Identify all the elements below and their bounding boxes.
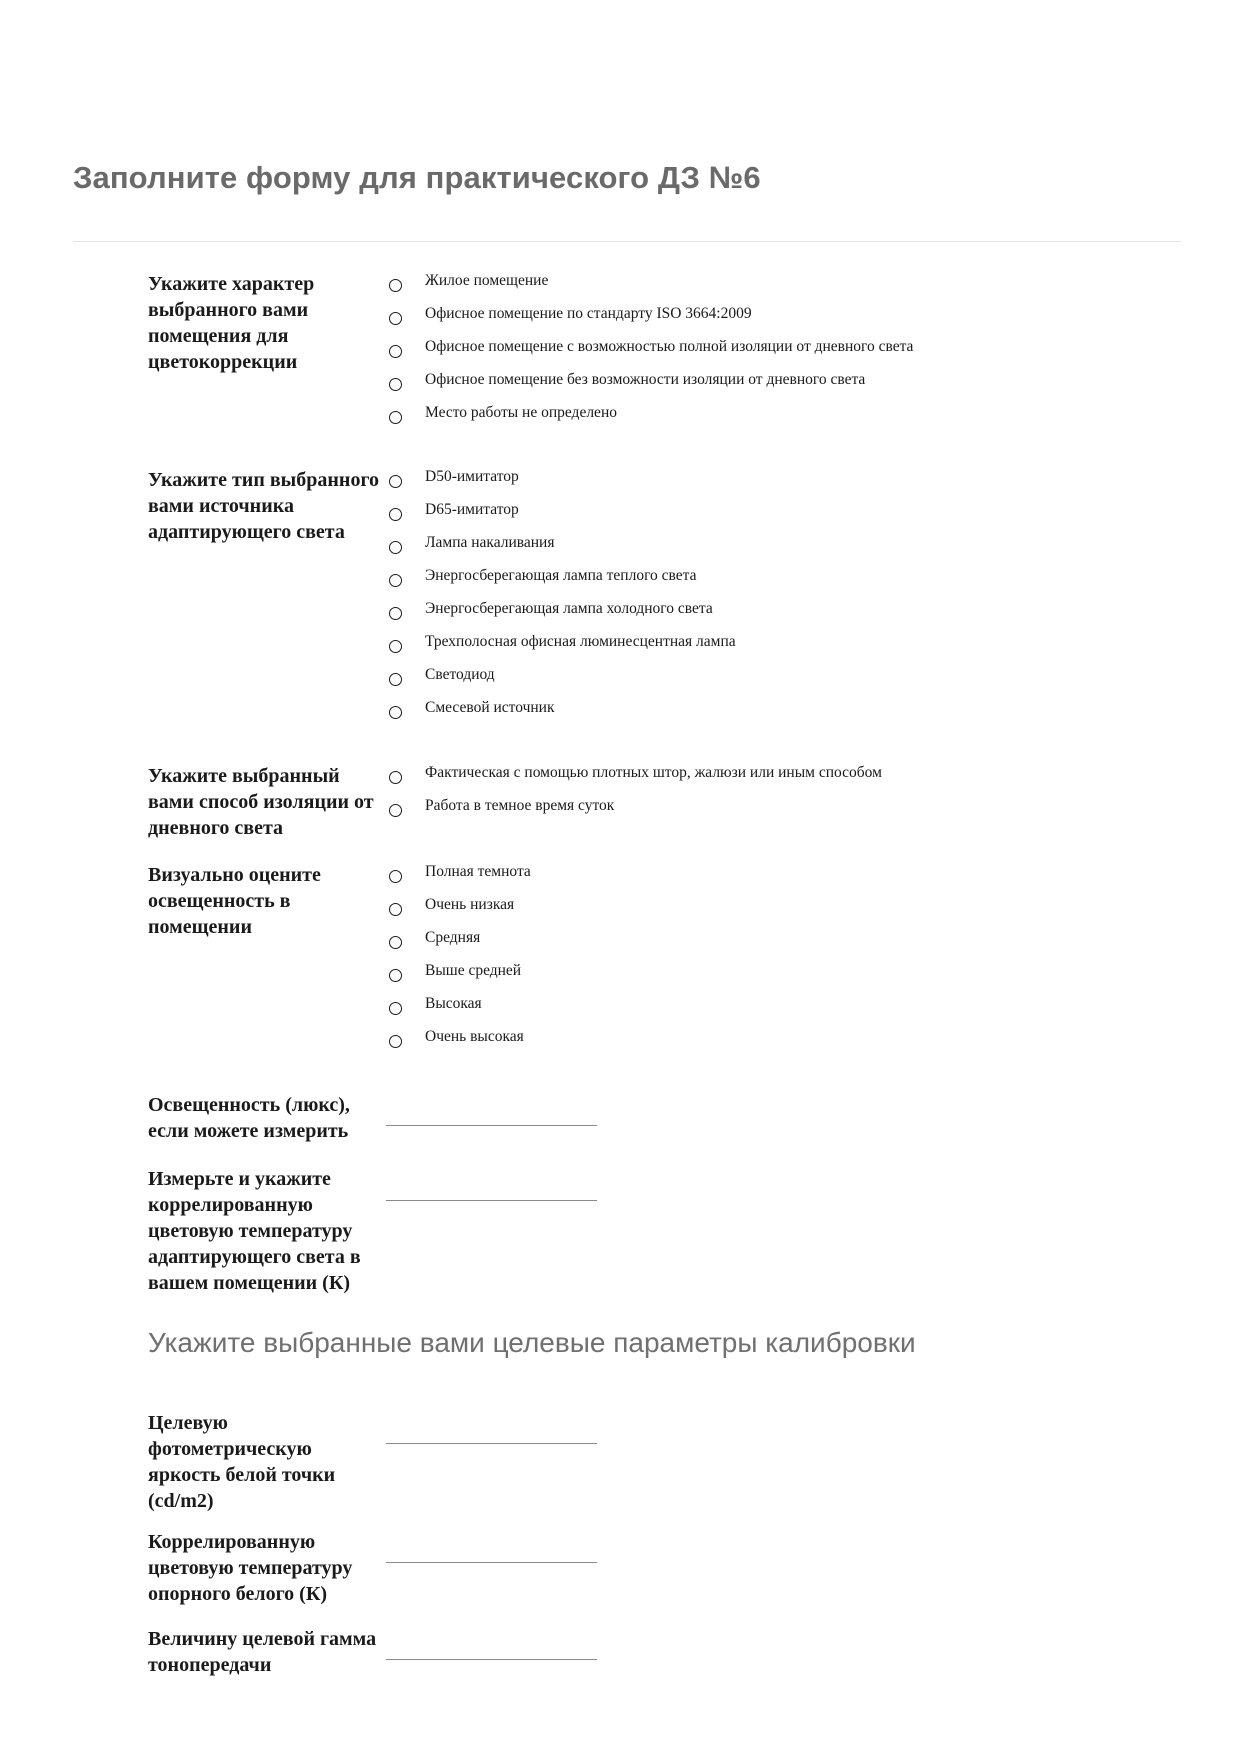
radio-circle-icon[interactable] <box>389 673 402 686</box>
option-label: Офисное помещение по стандарту ISO 3664:2009 <box>425 305 752 322</box>
option-label: Энергосберегающая лампа теплого света <box>425 567 697 584</box>
radio-circle-icon[interactable] <box>389 279 402 292</box>
question-label: Освещенность (люкс), если можете измерить <box>148 1094 350 1142</box>
question-label: Измерьте и укажите коррелированную цветовую температуру адаптирующего света в вашем помещении (К) <box>148 1168 361 1294</box>
radio-circle-icon[interactable] <box>389 936 402 949</box>
form-title: Заполните форму для практического ДЗ №6 <box>73 160 761 195</box>
option-label: Лампа накаливания <box>425 534 555 551</box>
option-label: D65-имитатор <box>425 501 519 518</box>
cct-adapting-input[interactable] <box>386 1200 597 1201</box>
question-label: Укажите характер выбранного вами помещения для цветокоррекции <box>148 273 315 373</box>
option-label: Трехполосная офисная люминесцентная лампа <box>425 633 736 650</box>
option-label: Очень низкая <box>425 896 515 913</box>
option-label: Офисное помещение без возможности изоляции от дневного света <box>425 371 866 388</box>
option-label: Фактическая с помощью плотных штор, жалюзи или иным способом <box>425 764 882 781</box>
radio-circle-icon[interactable] <box>389 475 402 488</box>
option-label: Место работы не определено <box>425 404 617 421</box>
radio-circle-icon[interactable] <box>389 574 402 587</box>
option-label: D50-имитатор <box>425 468 519 485</box>
radio-circle-icon[interactable] <box>389 771 402 784</box>
radio-circle-icon[interactable] <box>389 706 402 719</box>
radio-circle-icon[interactable] <box>389 969 402 982</box>
radio-circle-icon[interactable] <box>389 903 402 916</box>
target-gamma-input[interactable] <box>386 1659 597 1660</box>
option-label: Выше средней <box>425 962 522 979</box>
question-label: Визуально оцените освещенность в помещении <box>148 864 321 938</box>
option-label: Очень высокая <box>425 1028 524 1045</box>
illuminance-input[interactable] <box>386 1125 597 1126</box>
option-label: Высокая <box>425 995 482 1012</box>
question-label: Величину целевой гамма тонопередачи <box>148 1628 377 1676</box>
option-label: Энергосберегающая лампа холодного света <box>425 600 713 617</box>
radio-circle-icon[interactable] <box>389 640 402 653</box>
radio-circle-icon[interactable] <box>389 541 402 554</box>
question-label: Укажите тип выбранного вами источника адаптирующего света <box>148 469 380 543</box>
option-label: Работа в темное время суток <box>425 797 615 814</box>
radio-circle-icon[interactable] <box>389 411 402 424</box>
radio-circle-icon[interactable] <box>389 1002 402 1015</box>
radio-circle-icon[interactable] <box>389 312 402 325</box>
option-label: Жилое помещение <box>425 272 549 289</box>
option-label: Средняя <box>425 929 481 946</box>
question-label: Коррелированную цветовую температуру опорного белого (К) <box>148 1531 353 1605</box>
option-label: Смесевой источник <box>425 699 555 716</box>
calibration-section-title: Укажите выбранные вами целевые параметры калибровки <box>148 1327 916 1358</box>
radio-circle-icon[interactable] <box>389 607 402 620</box>
option-label: Светодиод <box>425 666 495 683</box>
radio-circle-icon[interactable] <box>389 804 402 817</box>
radio-circle-icon[interactable] <box>389 870 402 883</box>
question-label: Укажите выбранный вами способ изоляции от дневного света <box>148 765 374 839</box>
option-label: Офисное помещение с возможностью полной изоляции от дневного света <box>425 338 914 355</box>
title-divider <box>73 241 1181 242</box>
question-label: Целевую фотометрическую яркость белой точки (cd/m2) <box>148 1412 336 1512</box>
radio-circle-icon[interactable] <box>389 378 402 391</box>
radio-circle-icon[interactable] <box>389 1035 402 1048</box>
radio-circle-icon[interactable] <box>389 345 402 358</box>
option-label: Полная темнота <box>425 863 531 880</box>
target-luminance-input[interactable] <box>386 1443 597 1444</box>
radio-circle-icon[interactable] <box>389 508 402 521</box>
target-cct-input[interactable] <box>386 1562 597 1563</box>
